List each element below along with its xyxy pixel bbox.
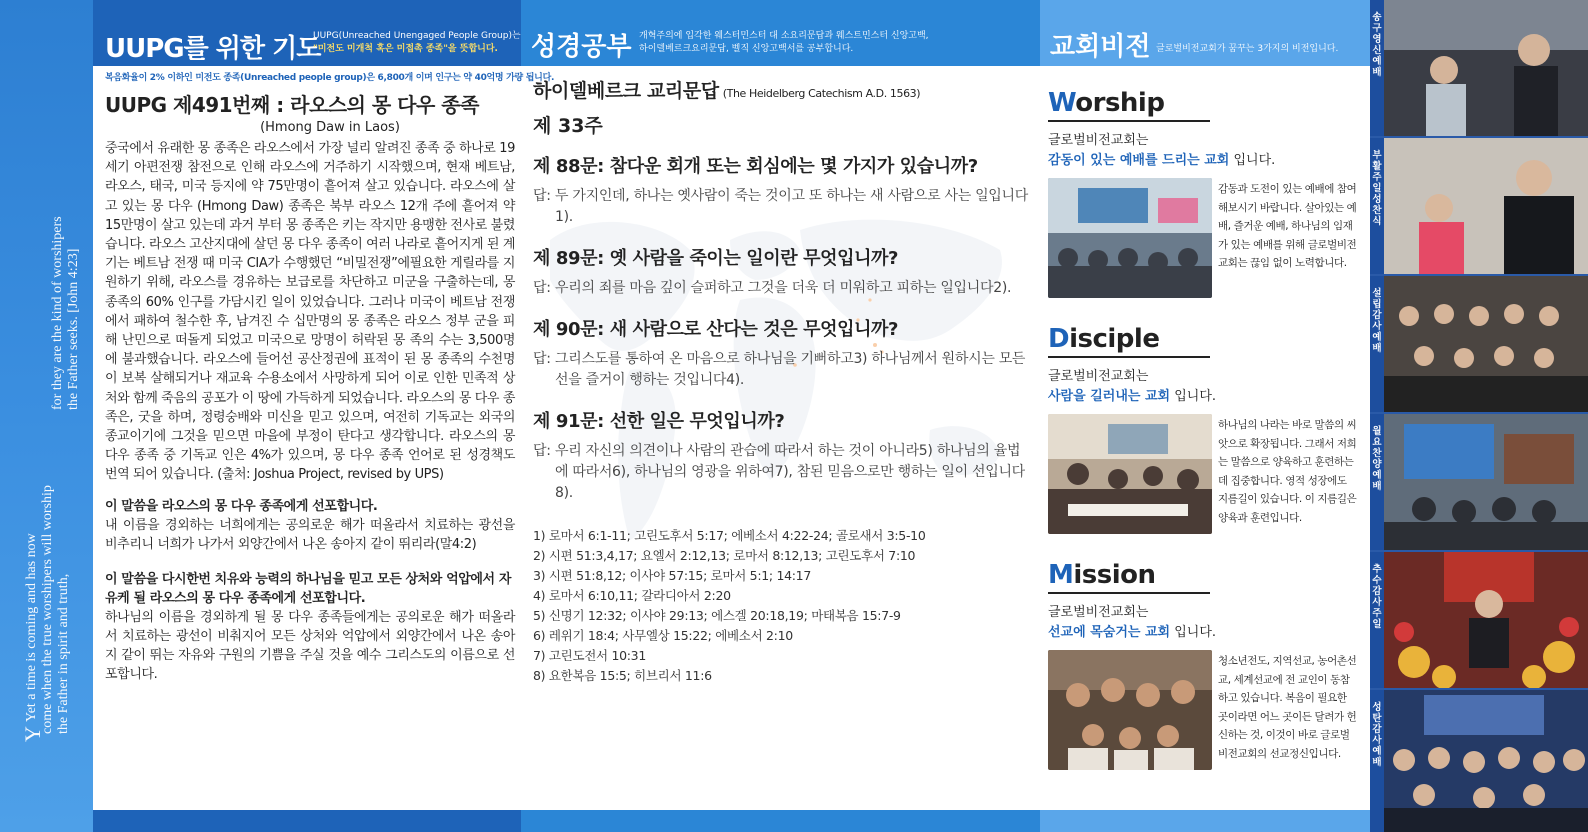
declaration-2-heading: 이 말씀을 다시한번 치유와 능력의 하나님을 믿고 모든 상처와 억압에서 자유케 될 라오스의 몽 다우 종족에게 선포합니다.	[105, 571, 511, 606]
scripture-references	[533, 526, 1033, 686]
verse-line-3: the Father in spirit and truth,	[56, 573, 71, 734]
question-title: 제 91문: 선한 일은 무엇입니까?	[533, 411, 785, 432]
vision-column	[1048, 88, 1368, 796]
footer-bar-1	[93, 810, 521, 832]
event-photo	[1384, 690, 1588, 832]
bible-header-sub1: 개혁주의에 입각한 웨스터민스터 대 소요리문답과 웨스트민스터 신앙고백,	[639, 31, 929, 41]
declaration-1-body: 내 이름을 경외하는 너희에게는 공의로운 해가 떠올라서 치료하는 광선을 비추리니 너희가 나가서 외양간에서 나온 송아지 같이 뛰리라(말4:2)	[105, 517, 515, 552]
vision-header	[1040, 0, 1370, 66]
verse-initial: Y	[20, 726, 45, 742]
strip-item	[1370, 138, 1588, 274]
answer	[533, 186, 1033, 228]
vision-line1: 글로벌비전교회는	[1048, 369, 1149, 384]
strip-item	[1370, 690, 1588, 832]
answer	[533, 349, 1033, 391]
strip-label: 부활주일성찬식	[1370, 138, 1384, 274]
question-title: 제 90문: 새 사람으로 산다는 것은 무엇입니까?	[533, 319, 899, 340]
uupg-header	[93, 0, 521, 66]
answer-text: 우리의 죄를 마음 깊이 슬퍼하고 그것을 더욱 더 미워하고 피하는 일입니다2).	[555, 280, 1012, 296]
event-photo	[1384, 0, 1588, 136]
bible-header	[521, 0, 1040, 66]
vision-title: Worship	[1048, 88, 1165, 118]
bible-column	[533, 76, 1033, 686]
question-title: 제 89문: 옛 사람을 죽이는 일이란 무엇입니까?	[533, 248, 899, 269]
strip-item	[1370, 276, 1588, 412]
answer-label: 답:	[533, 188, 551, 204]
question-88	[533, 152, 1033, 228]
answer	[533, 278, 1033, 299]
catechism-title	[533, 76, 1033, 103]
strip-label: 월요찬양예배	[1370, 414, 1384, 550]
reference-7: 7) 고린도전서 10:31	[533, 648, 646, 663]
vision-statement: 선교에 목숨거는 교회 입니다.	[1048, 625, 1217, 640]
reference-6: 6) 레위기 18:4; 사무엘상 15:22; 에베소서 2:10	[533, 628, 793, 643]
vision-description: 감동과 도전이 있는 예배에 참여해보시기 바랍니다. 살아있는 예배, 즐거운 예배, 하나님의 임재가 있는 예배를 위해 글로벌비전교회는 끊임 없이 노력합니다.	[1218, 183, 1357, 269]
vision-header-title: 교회비전	[1050, 32, 1151, 62]
catechism-week: 제 33주	[533, 115, 603, 137]
uupg-body: 중국에서 유래한 몽 종족은 라오스에서 가장 널리 알려진 종족 중 하나로 19세기 아편전쟁 참전으로 인해 라오스에 거주하기 시작했으며, 현재 베트남, 라오스, 태국, 미국 등지에 약 75만명이 흩어져 살고 있습니다. 라오스에 살고 있는 몽 다우 (Hmong Daw) 종족은 북부 라오스 12개 주에 흩어져 약 15만명이 살고 있는데 과거 부터 몽 종족은 키는 작지만 용맹한 전사로 불렸습니다. 라오스 고산지대에 살던 몽 다우 종족이 여러 나라로 흩어지게 된 계기는 베트남 전쟁 때 미국 CIA가 수행했던 “비밀전쟁”에필요한 게릴라를 지원하기 위해, 라오스를 경유하는 보급로를 차단하고 미군을 구출하는데, 몽 종족의 60% 인구를 가담시킨 일이 있었습니다. 그러나 미국이 베트남 전쟁에서 패하여 철수한 후, 남겨진 수 십만명의 몽 종족은 라오스 정부 군을 피해 난민으로 떠돌게 되었고 미국으로 망명이 허락된 몽 족의 수는 3,500명에 불과했습니다. 라오스에 들어선 공산정권에 표적이 된 몽 종족의 수천명이 보복 살해되거나 재교육 수용소에서 사망하게 되어 이로 인한 민족적 상처와 함께 죽음의 공포가 이 땅에 가득하게 되었습니다. 라오스의 몽 다우 종족은, 굿을 하며, 정령숭배와 미신을 믿고 있으며, 여전히 기독교는 외국의 종교이기에 그것을 믿으면 마을에 부정이 탄다고 생각합니다. 라오스의 몽 다우 종족 중 기독교 인은 4%가 있으며, 몽 다우 종족 언어로 된 성경책도 번역 되어 있습니다. (출처: Joshua Project, revised by UPS)	[105, 141, 515, 483]
uupg-header-sub1: UUPG(Unreached Unengaged People Group)는	[313, 31, 521, 41]
uupg-column	[105, 70, 555, 684]
vision-disciple	[1048, 324, 1368, 560]
answer	[533, 441, 1033, 504]
uupg-header-sub2: "미전도 미개척 혹은 미접촉 종족"을 뜻합니다.	[313, 44, 498, 54]
vision-statement: 사람을 길러내는 교회 입니다.	[1048, 389, 1217, 404]
strip-item	[1370, 552, 1588, 688]
answer-text: 우리 자신의 의견이나 사람의 관습에 따라서 하는 것이 아니라5) 하나님의 율법에 따라서6), 하나님의 영광을 위하여7), 참된 믿음으로만 행하는 일이 선입니다8).	[555, 443, 1025, 501]
event-photo	[1384, 414, 1588, 550]
verse-line-2: come when the true worshipers will worship	[40, 485, 55, 734]
uupg-title: UUPG 제491번째 : 라오스의 몽 다우 종족	[105, 93, 479, 117]
vision-header-sub: 글로벌비전교회가 꿈꾸는 3가지의 비전입니다.	[1156, 44, 1339, 54]
vision-divider	[1048, 356, 1210, 358]
answer-text: 그리스도를 통하여 온 마음으로 하나님을 기뻐하고3) 하나님께서 원하시는 모든 선을 즐거이 행하는 것입니다4).	[555, 351, 1026, 388]
vision-worship	[1048, 88, 1368, 324]
declaration-2-body: 하나님의 이름을 경외하게 될 몽 다우 종족들에게는 공의로운 해가 떠올라서 치료하는 광선이 비춰지어 모든 상처와 억압에서 외양간에서 나온 송아지 같이 뛰는 자유와 구원의 기쁨을 주실 것을 예수 그리스도의 이름으로 선포합니다.	[105, 609, 515, 682]
question-89	[533, 244, 1033, 299]
reference-5: 5) 신명기 12:32; 이사야 29:13; 에스겔 20:18,19; 마태복음 15:7-9	[533, 608, 901, 623]
question-90	[533, 315, 1033, 391]
event-photo	[1384, 276, 1588, 412]
footer-bar-3	[1040, 810, 1370, 832]
vision-divider	[1048, 592, 1210, 594]
strip-label: 송구영신예배	[1370, 0, 1384, 136]
answer-label: 답:	[533, 443, 551, 459]
bible-header-sub2: 하이델베르크요리문답, 벨직 신앙고백서를 공부합니다.	[639, 44, 854, 54]
disciple-photo	[1048, 414, 1212, 534]
vision-mission	[1048, 560, 1368, 796]
event-photo	[1384, 138, 1588, 274]
question-91	[533, 407, 1033, 504]
verse-line-1: Yet a time is coming and has now	[24, 533, 39, 722]
event-photo-strip	[1370, 0, 1588, 832]
vision-line1: 글로벌비전교회는	[1048, 605, 1149, 620]
worship-photo	[1048, 178, 1212, 298]
bible-header-title: 성경공부	[531, 32, 632, 62]
reference-3: 3) 시편 51:8,12; 이사야 57:15; 로마서 5:1; 14:17	[533, 568, 811, 583]
verse-line-4: for they are the kind of worshipers	[50, 216, 65, 410]
uupg-header-title: UUPG를 위한 기도	[105, 34, 321, 64]
strip-item	[1370, 414, 1588, 550]
vision-line1: 글로벌비전교회는	[1048, 133, 1149, 148]
vision-title: Disciple	[1048, 324, 1160, 354]
event-photo	[1384, 552, 1588, 688]
catechism-title-ko: 하이델베르크 교리문답	[533, 80, 719, 102]
uupg-subtitle: (Hmong Daw in Laos)	[260, 120, 400, 135]
uupg-note: 복음화율이 2% 이하인 미전도 종족(Unreached people group)은 6,800개 이며 인구는 약 40억명 가량 됩니다.	[105, 73, 555, 83]
footer-bar-2	[521, 810, 1040, 832]
answer-label: 답:	[533, 280, 551, 296]
reference-8: 8) 요한복음 15:5; 히브리서 11:6	[533, 668, 712, 683]
question-title: 제 88문: 참다운 회개 또는 회심에는 몇 가지가 있습니까?	[533, 156, 978, 177]
vision-divider	[1048, 120, 1210, 122]
declaration-1-heading: 이 말씀을 라오스의 몽 다우 종족에게 선포합니다.	[105, 498, 378, 514]
vision-description: 청소년전도, 지역선교, 농어촌선교, 세계선교에 전 교인이 동참하고 있습니다. 복음이 필요한 곳이라면 어느 곳이든 달려가 헌신하는 것, 이것이 바로 글로벌비전교회의 선교정신입니다.	[1218, 655, 1357, 760]
vision-statement: 감동이 있는 예배를 드리는 교회 입니다.	[1048, 153, 1276, 168]
strip-label: 설립감사예배	[1370, 276, 1384, 412]
mission-photo	[1048, 650, 1212, 770]
strip-item	[1370, 0, 1588, 136]
answer-text: 두 가지인데, 하나는 옛사람이 죽는 것이고 또 하나는 새 사람으로 사는 일입니다1).	[555, 188, 1028, 225]
reference-2: 2) 시편 51:3,4,17; 요엘서 2:12,13; 로마서 8:12,13; 고린도후서 7:10	[533, 548, 916, 563]
verse-line-5: the Father seeks. [John 4:23]	[66, 248, 81, 410]
reference-4: 4) 로마서 6:10,11; 갈라디아서 2:20	[533, 588, 731, 603]
strip-label: 성탄감사예배	[1370, 690, 1384, 832]
reference-1: 1) 로마서 6:1-11; 고린도후서 5:17; 에베소서 4:22-24; 골로새서 3:5-10	[533, 528, 926, 543]
strip-label: 추수감사주일	[1370, 552, 1384, 688]
verse-band	[0, 0, 93, 832]
vision-description: 하나님의 나라는 바로 말씀의 씨앗으로 확장됩니다. 그래서 저희는 말씀으로 양육하고 훈련하는데 집중합니다. 영적 성장에도 지름길이 있습니다. 이 지름길은 양육과 훈련입니다.	[1218, 419, 1357, 524]
vision-title: Mission	[1048, 560, 1156, 590]
answer-label: 답:	[533, 351, 551, 367]
catechism-title-eng: (The Heidelberg Catechism A.D. 1563)	[722, 87, 921, 100]
